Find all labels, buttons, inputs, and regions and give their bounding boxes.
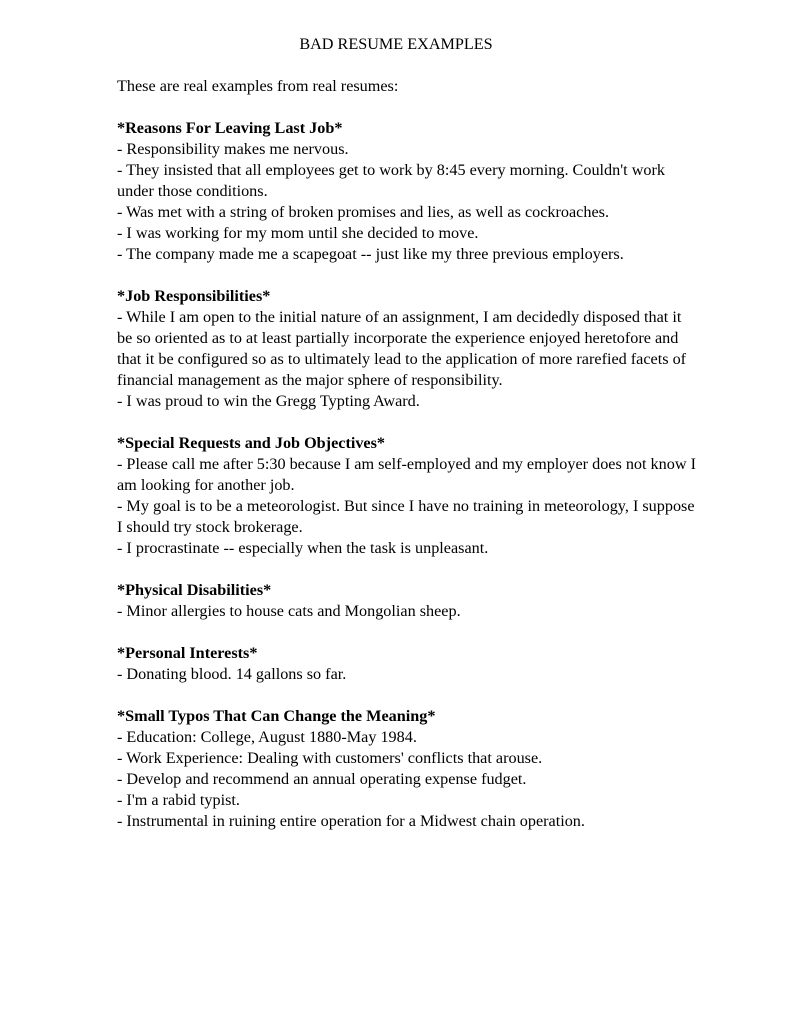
section-job-responsibilities: [117, 286, 697, 412]
section-heading: *Personal Interests*: [117, 644, 258, 662]
section-special-requests: [117, 433, 697, 559]
document-page: [117, 34, 697, 853]
section-heading: *Job Responsibilities*: [117, 287, 271, 305]
list-item: - I'm a rabid typist.: [117, 791, 240, 809]
section-physical-disabilities: [117, 580, 697, 622]
section-heading: *Reasons For Leaving Last Job*: [117, 119, 343, 137]
list-item: - Donating blood. 14 gallons so far.: [117, 665, 347, 683]
section-reasons-for-leaving: [117, 118, 697, 265]
list-item: - I procrastinate -- especially when the task is unpleasant.: [117, 539, 489, 557]
list-item: - I was working for my mom until she decided to move.: [117, 224, 479, 242]
list-item: - Minor allergies to house cats and Mongolian sheep.: [117, 602, 461, 620]
list-item: - Education: College, August 1880-May 1984.: [117, 728, 417, 746]
section-personal-interests: [117, 643, 697, 685]
list-item: - While I am open to the initial nature of an assignment, I am decidedly disposed that it be so oriented as to at least partially incorporate the experience enjoyed heretofore and that it be configured so as to ultimately lead to the application of more rarefied facets of financial management as the major sphere of responsibility.: [117, 308, 687, 389]
list-item: - Work Experience: Dealing with customers' conflicts that arouse.: [117, 749, 543, 767]
section-small-typos: [117, 706, 697, 832]
section-heading: *Special Requests and Job Objectives*: [117, 434, 386, 452]
document-title: BAD RESUME EXAMPLES: [299, 35, 493, 53]
intro-text: These are real examples from real resumes:: [117, 77, 399, 95]
section-heading: *Small Typos That Can Change the Meaning*: [117, 707, 436, 725]
section-heading: *Physical Disabilities*: [117, 581, 272, 599]
list-item: - Responsibility makes me nervous.: [117, 140, 349, 158]
list-item: - Instrumental in ruining entire operation for a Midwest chain operation.: [117, 812, 585, 830]
list-item: - I was proud to win the Gregg Typting Award.: [117, 392, 420, 410]
list-item: - They insisted that all employees get to work by 8:45 every morning. Couldn't work under those conditions.: [117, 161, 665, 200]
list-item: - Develop and recommend an annual operating expense fudget.: [117, 770, 527, 788]
list-item: - The company made me a scapegoat -- just like my three previous employers.: [117, 245, 624, 263]
list-item: - Please call me after 5:30 because I am self-employed and my employer does not know I am looking for another job.: [117, 455, 696, 494]
list-item: - Was met with a string of broken promises and lies, as well as cockroaches.: [117, 203, 609, 221]
list-item: - My goal is to be a meteorologist. But since I have no training in meteorology, I suppose I should try stock brokerage.: [117, 497, 695, 536]
